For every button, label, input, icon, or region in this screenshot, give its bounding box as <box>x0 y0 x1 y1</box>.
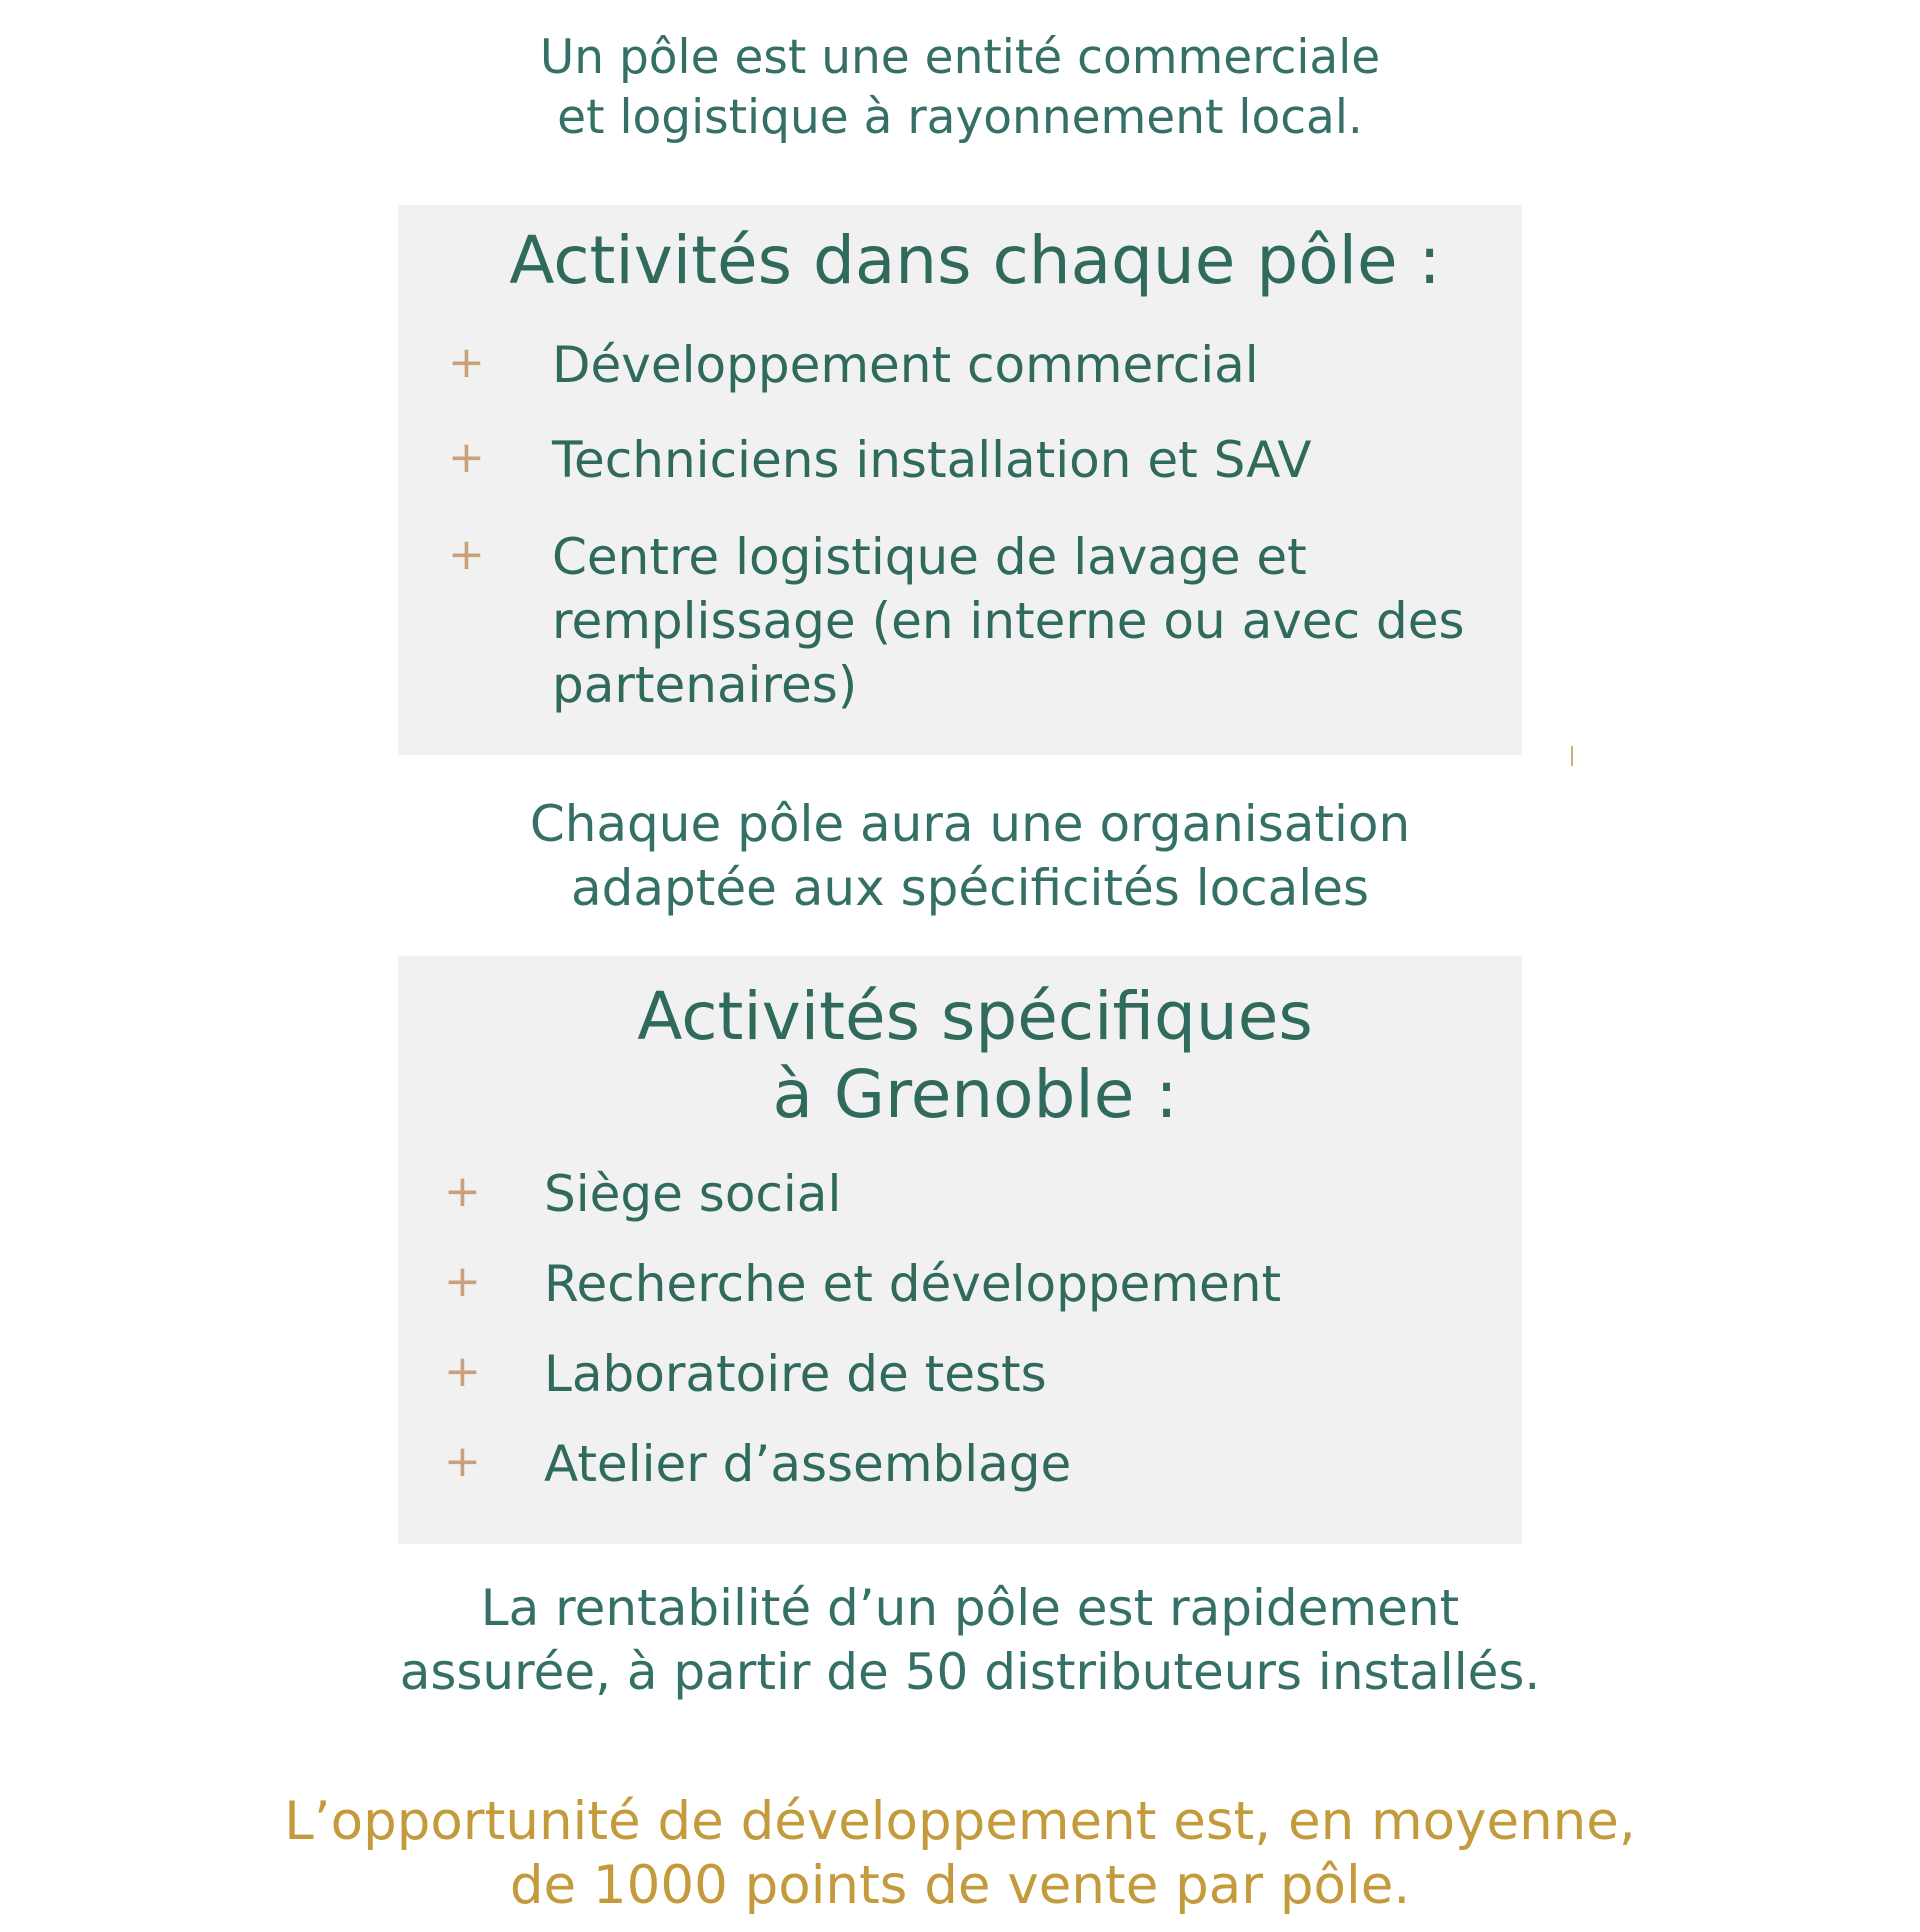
grenoble-panel-title <box>398 978 1522 1134</box>
plus-icon: + <box>444 1346 481 1397</box>
intro-text <box>0 28 1920 148</box>
list-item-line: Laboratoire de tests <box>544 1345 1047 1403</box>
list-item-line: Techniciens installation et SAV <box>552 431 1312 489</box>
list-item-line: Atelier d’assemblage <box>544 1435 1072 1493</box>
plus-icon: + <box>448 337 485 388</box>
activities-panel-title <box>398 219 1522 303</box>
plus-icon: + <box>444 1166 481 1217</box>
profitability-line-2: assurée, à partir de 50 distributeurs installés. <box>399 1643 1541 1701</box>
list-item-text <box>552 525 1512 717</box>
activities-panel <box>398 205 1522 755</box>
organisation-line-2: adaptée aux spécificités locales <box>570 859 1370 917</box>
intro-line-1: Un pôle est une entité commerciale <box>539 30 1381 85</box>
grenoble-panel <box>398 956 1522 1544</box>
plus-icon: + <box>448 529 485 580</box>
profitability-line-1: La rentabilité d’un pôle est rapidement <box>480 1579 1460 1637</box>
grenoble-title-line-1: Activités spécifiques <box>637 978 1313 1055</box>
list-item-line: Développement commercial <box>552 336 1259 394</box>
list-item-text <box>544 1162 1504 1226</box>
plus-icon: + <box>444 1436 481 1487</box>
profitability-text <box>0 1576 1920 1704</box>
list-item-text <box>544 1342 1504 1406</box>
intro-line-2: et logistique à rayonnement local. <box>557 90 1363 145</box>
organisation-line-1: Chaque pôle aura une organisation <box>529 795 1411 853</box>
plus-icon: + <box>444 1256 481 1307</box>
list-item-line: partenaires) <box>552 656 858 714</box>
list-item-text <box>544 1252 1504 1316</box>
list-item-text <box>544 1432 1504 1496</box>
list-item-line: remplissage (en interne ou avec des <box>552 592 1465 650</box>
list-item-line: Centre logistique de lavage et <box>552 528 1307 586</box>
list-item-text <box>552 333 1512 397</box>
opportunity-line-1: L’opportunité de développement est, en moyenne, <box>284 1791 1636 1852</box>
list-item-text <box>552 428 1512 492</box>
organisation-text <box>0 792 1920 920</box>
opportunity-text <box>0 1790 1920 1918</box>
list-item-line: Siège social <box>544 1165 842 1223</box>
plus-icon: + <box>448 432 485 483</box>
grenoble-title-line-2: à Grenoble : <box>772 1056 1178 1133</box>
list-item-line: Recherche et développement <box>544 1255 1282 1313</box>
decorative-tick <box>1571 746 1573 766</box>
opportunity-line-2: de 1000 points de vente par pôle. <box>509 1855 1411 1916</box>
activities-title-text: Activités dans chaque pôle : <box>509 222 1441 299</box>
